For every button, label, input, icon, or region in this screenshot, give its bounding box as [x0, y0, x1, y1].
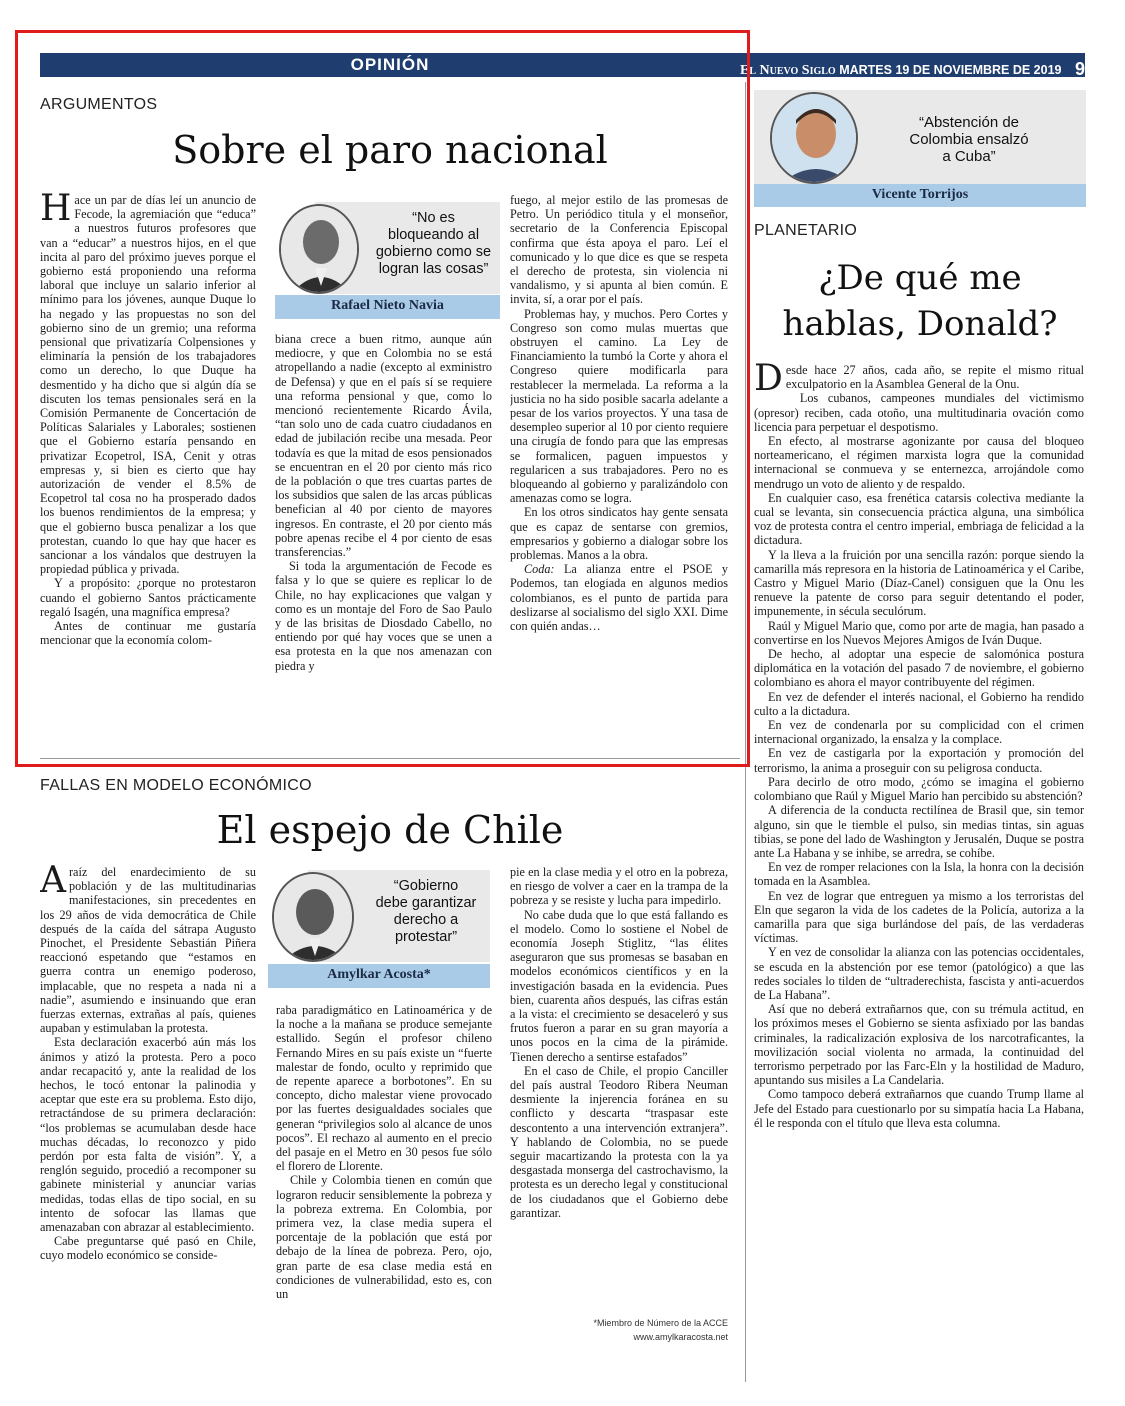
title-line: ¿De qué me	[818, 258, 1022, 298]
author-byline: Amylkar Acosta*	[268, 964, 490, 988]
masthead	[740, 53, 1098, 79]
paragraph: Para decirlo de otro modo, ¿cómo se imagina el gobierno colombiano que Raúl y Miguel Mario han percibido su abstención?	[754, 774, 1084, 804]
pull-quote-text: “Gobierno debe garantizar derecho a protestar”	[375, 878, 477, 945]
paragraph: Cabe preguntarse qué pasó en Chile, cuyo modelo económico se conside-	[40, 1234, 256, 1263]
selection-highlight	[15, 30, 750, 767]
paragraph: Si toda la argumentación de Fecode es falsa y lo que se quiere es replicar lo de Chile, no hay explicaciones que valgan y como es un montaje del Foro de Sao Paulo y de las brisitas de Diosdado Cabello, no entiendo por qué hay voces que se unen a esa protesta en la que nos amenazan con piedra y	[275, 559, 492, 673]
dropcap: D	[754, 363, 783, 399]
paragraph: En vez de defender el interés nacional, el Gobierno ha rendido culto a la dictadura.	[754, 689, 1084, 718]
paragraph: En vez de lograr que entreguen ya mismo a los terroristas del Eln que segaron la vida de los cadetes de la Policía, autoriza a la camarilla para que siga burlándose del país, de las verdaderas víctimas.	[754, 888, 1084, 946]
author-byline: Vicente Torrijos	[754, 184, 1086, 207]
paragraph: A diferencia de la conducta rectilínea de Brasil que, sin temor alguno, sin que le tiemble el pulso, sin medias tintas, sin aguas tibias, se pone del lado de Washington y Jerusalén, Duque se postra ante La Habana y se inhibe, se arredra, se cohíbe.	[754, 803, 1084, 860]
paragraph: No cabe duda que lo que está fallando es el modelo. Como lo sostiene el Nobel de economía Joseph Stiglitz, “las élites aseguraron que sus promesas se basaban en modelos económicos científicos y en la investigación basada en la evidencia. Pues bien, cuarenta años después, las cifras están a la vista: el crecimiento se desaceleró y sus frutos fueron a parar en su gran mayoría a unos pocos en la cima de la pirámide. Tienen derecho a sentirse estafados”	[510, 907, 728, 1064]
paragraph: En vez de castigarla por la exportación y promoción del terrorismo, la anima a proseguir con su peligrosa conducta.	[754, 746, 1084, 775]
newspaper-brand: El Nuevo Siglo	[740, 63, 836, 78]
coda-label: Coda:	[524, 562, 555, 577]
author-photo	[770, 92, 858, 184]
paragraph: Antes de continuar me gustaría mencionar que la economía colom-	[40, 619, 256, 648]
section-title: OPINIÓN	[350, 55, 430, 74]
pull-quote-text: “Abstención de Colombia ensalzó a Cuba”	[909, 114, 1029, 165]
paragraph: raíz del enardecimiento de su población y de las multitudinarias manifestaciones, sin precedentes en los 29 años de vida democrática de Chile después de la caída del sátrapa Augusto Pinochet, el Presidente Sebastián Piñera reaccionó espetando que “estamos en guerra contra un enemigo poderoso, implacable, que no respeta a nada ni a nadie”, asumiendo e insinuando que eran fuerzas externas, extrañas al país, quienes aupaban y estimulaban la protesta.	[40, 865, 256, 1036]
paragraph: Los cubanos, campeones mundiales del victimismo (opresor) reciben, cada otoño, una multitudinaria ovación como licencia para perpetuar el despotismo.	[754, 391, 1084, 434]
paragraph: En vez de condenarla por su complicidad con el crimen internacional organizado, la ensalza y la complace.	[754, 718, 1084, 747]
paragraph: En los otros sindicatos hay gente sensata que es capaz de sentarse con gremios, empresarios y gobierno a dialogar sobre los problemas. Manos a la obra.	[510, 505, 728, 563]
paragraph: Como tampoco deberá extrañarnos que cuando Trump llame al Jefe del Estado para cuestionarlo por su simpatía hacia La Habana, él le responda con el título que lleva esta columna.	[754, 1087, 1084, 1130]
paragraph: Y en vez de consolidar la alianza con las potencias occidentales, se escuda en la abstención por ese temor (patológico) a que las redes sociales lo tilden de “ultraderechista, fascista y anti-acuerdos de La Habana”.	[754, 945, 1084, 1002]
dropcap: H	[40, 193, 72, 229]
title-line: hablas, Donald?	[782, 304, 1058, 344]
author-footnote: *Miembro de Número de la ACCE	[593, 1318, 728, 1328]
article2-pull-quote	[268, 868, 490, 990]
author-photo	[272, 872, 354, 962]
paragraph: fuego, al mejor estilo de las promesas de Petro. Un periódico titula y el monseñor, secretario de la Conferencia Episcopal confirma que ésta apoya el paro. Leí el comunicado y lo que dice es que se respeta el derecho de protesta, sin violencia ni vandalismo, y si apunta al bien común. E invita, sí, a orar por el país.	[510, 193, 728, 307]
paragraph: En el caso de Chile, el propio Canciller del país austral Teodoro Ribera Neuman desmiente la injerencia foránea en su conflicto y descarta “traspasar este descontento a una intervención extranjera”. Y hablando de Colombia, no se puede seguir macartizando la protesta con la ya desgastada monserga del castrochavismo, la protesta es un derecho legal y constitucional de los ciudadanos que el Gobierno debe garantizar.	[510, 1063, 728, 1220]
article2-title: El espejo de Chile	[216, 808, 564, 852]
author-website: www.amylkaracosta.net	[633, 1332, 728, 1342]
article1-kicker: ARGUMENTOS	[40, 96, 158, 113]
article3-kicker: PLANETARIO	[754, 222, 858, 239]
paragraph: En efecto, al mostrarse agonizante por causa del bloqueo norteamericano, el régimen marxista logra que la comunidad internacional se conmueva y se enternezca, arrojándole como mendrugo un voto de aliento y de respaldo.	[754, 434, 1084, 491]
paragraph: De hecho, al adoptar una especie de salomónica postura diplomática en la votación del pasado 7 de noviembre, el gobierno colombiano es ahora el mayor contribuyente del régimen.	[754, 647, 1084, 690]
article3-body	[754, 363, 1084, 1363]
author-byline: Rafael Nieto Navia	[275, 295, 500, 319]
article3-pull-quote	[754, 90, 1086, 210]
issue-date: MARTES 19 DE NOVIEMBRE DE 2019	[839, 63, 1062, 77]
paragraph: Y la lleva a la fruición por una sencilla razón: porque siendo la camarilla más represora en la historia de Latinoamérica y el Caribe, Castro y Miguel Mario (Díaz-Canel) consiguen que la Onu les renueve la patente de corso para seguir detentando el poder, impunemente, in sécula seculórum.	[754, 547, 1084, 619]
coda-text: La alianza entre el PSOE y Podemos, tan elogiada en algunos medios colombianos, es el punto de partida para deslizarse al socialismo del siglo XXI. Dime con quién andas…	[510, 562, 728, 634]
paragraph: ace un par de días leí un anuncio de Fecode, la agremiación que “educa” a nuestros futuros profesores que van a “educar” a nuestros hijos, en el que incita al paro del próximo jueves porque el gobierno está proponiendo una reforma laboral que incluye un salario inferior al mínimo para los jóvenes, aunque Duque lo ha negado y las propuestas no son del gobierno sino de un gremio; una reforma pensional que privatizaría Colpensiones y eliminaría la pensión de los trabajadores como un derecho, lo que Duque ha desmentido y ha dicho que si algún día se discuten los temas pensionales será en la Comisión Permanente de Concertación de Políticas Salariales y Laborales; sostienen que el Gobierno estaría pensando en privatizar Ecopetrol, ISA, Cenit y otras empresas y, si bien es cierto que hay autorización de vender el 8.5% de Ecopetrol tal cosa no ha prosperado dados los buenos rendimientos de la empresa; y que el gobierno busca penalizar a los que protestan, cuando lo que hay que hacer es sancionar a los vándalos que destruyen la propiedad pública y privada.	[40, 193, 256, 577]
page-number: 9A	[1074, 59, 1098, 79]
paragraph: En vez de romper relaciones con la Isla, la honra con la decisión tomada en la Asamblea.	[754, 860, 1084, 889]
pull-quote-text: “No es bloqueando al gobierno como se logran las cosas”	[375, 210, 492, 277]
paragraph: En cualquier caso, esa frenética catarsis colectiva mediante la cual se levanta, sin consecuencia práctica alguna, una simbólica voz de protesta contra el centro imperial, embriaga de felicidad a la dictadura.	[754, 490, 1084, 548]
article3-title	[754, 255, 1086, 347]
paragraph: Esta declaración exacerbó aún más los ánimos y atizó la protesta. Pero a poco andar recapacitó y, ante la realidad de los hechos, le tocó entonar la palinodia y aceptar que este era su problema. Esto dijo, retractándose de su primera declaración: “los problemas se acumulaban desde hace muchas décadas, lo reconozco y pido perdón por esta falta de visión”. Y, a renglón seguido, procedió a recomponer su gabinete ministerial y anunciar varias medidas, todas ellas de tipo social, en su intento de sofocar las llamas que amenazaban con abrazar al establecimiento.	[40, 1035, 256, 1235]
paragraph: Así que no deberá extrañarnos que, con su trémula actitud, en los próximos meses el Gobierno se sienta asfixiado por las bandas criminales, la radicalización explosiva de los narcotraficantes, la movilización social violenta no armada, la continuidad del terrorismo perpetrado por las Farc-Eln y la hostilidad de Maduro, apuntando sus misiles a La Candelaria.	[754, 1002, 1084, 1088]
paragraph: Problemas hay, y muchos. Pero Cortes y Congreso son como mulas muertas que obstruyen el camino. La Ley de Financiamiento la tumbó la Corte y ahora el Congreso quiere modificarla para restablecer la mermelada. La reforma a la justicia no ha sido posible sacarla adelante a pesar de los varios proyectos. Y una tasa de desempleo superior al 10 por ciento requiere una cirugía de fondo para que las empresas se formalicen, paguen impuestos y regularicen a sus trabajadores. Pero no es bloqueando al gobierno y paralizándolo con amenazas como se logra.	[510, 306, 728, 506]
article2-column-2	[276, 1003, 492, 1348]
paragraph: esde hace 27 años, cada año, se repite el mismo ritual exculpatorio en la Asamblea General de la Onu.	[785, 363, 1084, 392]
article2-column-3	[510, 865, 728, 1315]
paragraph: biana crece a buen ritmo, aunque aún mediocre, y que en Colombia no se está atropellando a nadie (excepto al exministro de Defensa) y que en el país sí se requiere una reforma pensional y que, como lo mencionó recientemente Ricardo Ávila, “tan solo uno de cada cuatro ciudadanos en edad de jubilación recibe una mesada. Peor todavía es que la mitad de esos pensionados se encuentran en el 20 por ciento más rico de la población o que tres cuartas partes de los subsidios que salen de las arcas públicas benefician al 40 por ciento de mayores ingresos. En contraste, el 20 por ciento más pobre apenas recibe el 4 por ciento de esas transferencias.”	[275, 332, 492, 560]
article2-kicker: FALLAS EN MODELO ECONÓMICO	[40, 777, 312, 794]
paragraph: Raúl y Miguel Mario que, como por arte de magia, han pasado a convertirse en los Nuevos Mejores Amigos de Iván Duque.	[754, 618, 1084, 647]
paragraph: Chile y Colombia tienen en común que lograron reducir sensiblemente la pobreza y la pobreza extrema. En Colombia, por primera vez, la clase media supera el porcentaje de la población que está por debajo de la línea de pobreza. Pero, ojo, gran parte de esa clase media está en condiciones de vulnerabilidad, esto es, con un	[276, 1173, 492, 1302]
dropcap: A	[40, 865, 66, 901]
article2-column-1	[40, 865, 256, 1345]
paragraph: raba paradigmático en Latinoamérica y de la noche a la mañana se produce semejante estallido. Según el profesor chileno Fernando Mires en su país existe un “fuerte malestar de fondo, oculto y reprimido que de repente aparece a borbotones”. En su concepto, dicho malestar viene provocado por las fuertes desigualdades sociales que generan “privilegios solo al alcance de unos pocos”. El rechazo al aumento en el precio del pasaje en el Metro en 30 pesos fue sólo el florero de Llorente.	[276, 1003, 492, 1174]
article1-title: Sobre el paro nacional	[172, 128, 608, 172]
paragraph: Y a propósito: ¿porque no protestaron cuando el gobierno Santos prácticamente regaló Isagén, una magnífica empresa?	[40, 576, 256, 619]
paragraph: pie en la clase media y el otro en la pobreza, en riesgo de volver a caer en la trampa de la pobreza y se resiste y lucha para impedirlo.	[510, 865, 728, 908]
